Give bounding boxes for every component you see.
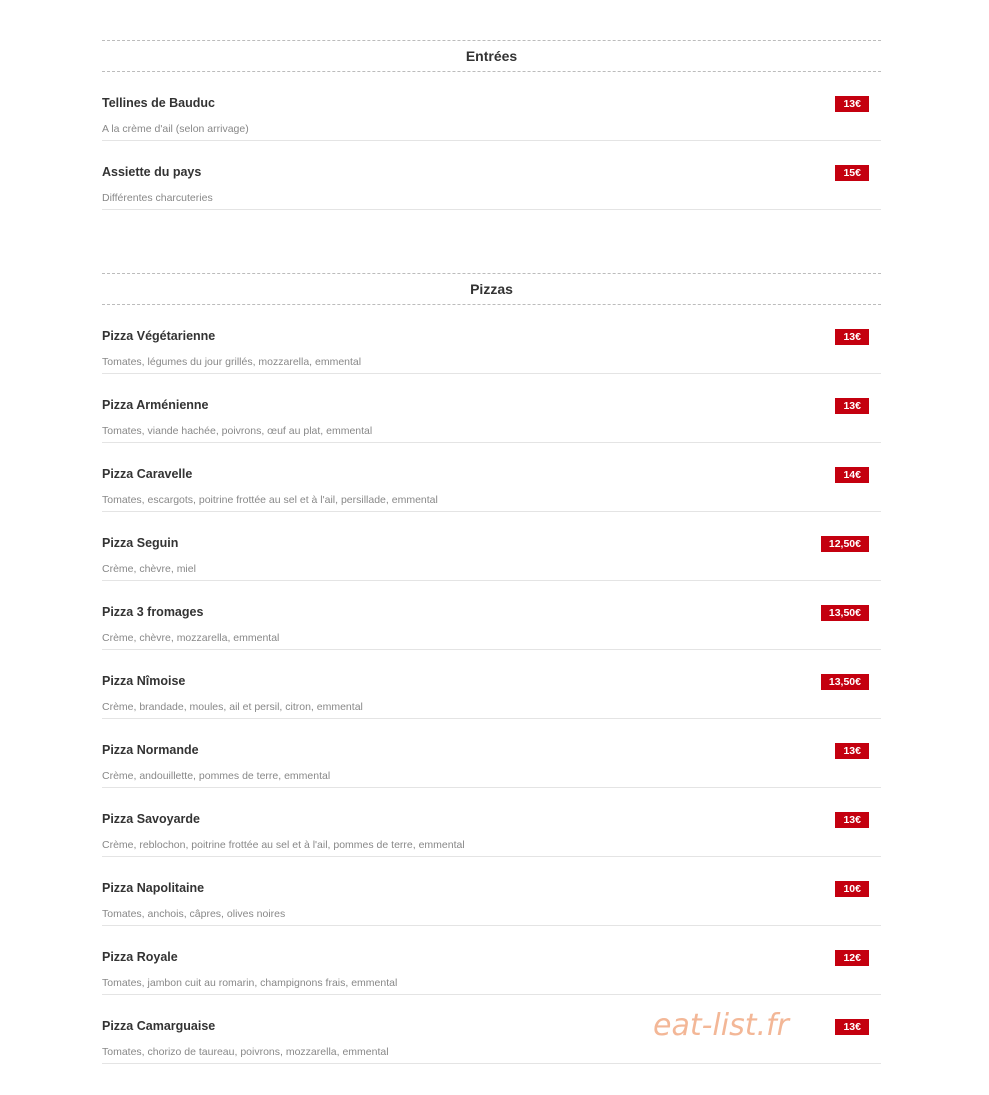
item-name: Pizza Normande: [102, 743, 199, 757]
menu-item: [102, 926, 881, 995]
section-pizzas: [102, 273, 881, 1064]
price-badge: 12,50€: [821, 536, 869, 552]
watermark-text: eat-list.fr: [653, 1008, 789, 1043]
item-description: Crème, reblochon, poitrine frottée au sel et à l'ail, pommes de terre, emmental: [102, 839, 465, 851]
price-badge: 13€: [835, 812, 869, 828]
price-badge: 14€: [835, 467, 869, 483]
item-description: Tomates, viande hachée, poivrons, œuf au plat, emmental: [102, 425, 373, 437]
section-title: Pizzas: [102, 273, 881, 305]
price-badge: 13€: [835, 329, 869, 345]
item-description: Crème, chèvre, miel: [102, 563, 196, 575]
price-badge: 13€: [835, 96, 869, 112]
price-badge: 13€: [835, 743, 869, 759]
menu-item: [102, 650, 881, 719]
menu-item: [102, 857, 881, 926]
item-description: A la crème d'ail (selon arrivage): [102, 123, 249, 135]
item-name: Pizza Arménienne: [102, 398, 209, 412]
section-entrees: [102, 40, 881, 210]
item-description: Tomates, légumes du jour grillés, mozzarella, emmental: [102, 356, 362, 368]
menu-item: [102, 788, 881, 857]
menu-item: [102, 719, 881, 788]
item-description: Crème, andouillette, pommes de terre, emmental: [102, 770, 331, 782]
item-name: Pizza Végétarienne: [102, 329, 216, 343]
item-name: Assiette du pays: [102, 165, 202, 179]
menu-item: [102, 443, 881, 512]
item-name: Pizza 3 fromages: [102, 605, 204, 619]
price-badge: 13,50€: [821, 674, 869, 690]
menu-item: [102, 581, 881, 650]
item-description: Différentes charcuteries: [102, 192, 213, 204]
price-badge: 13€: [835, 1019, 869, 1035]
menu-item: [102, 512, 881, 581]
price-badge: 13,50€: [821, 605, 869, 621]
item-description: Tomates, chorizo de taureau, poivrons, mozzarella, emmental: [102, 1046, 389, 1058]
item-name: Pizza Nîmoise: [102, 674, 186, 688]
price-badge: 10€: [835, 881, 869, 897]
item-description: Tomates, anchois, câpres, olives noires: [102, 908, 286, 920]
price-badge: 12€: [835, 950, 869, 966]
item-name: Pizza Napolitaine: [102, 881, 205, 895]
price-badge: 13€: [835, 398, 869, 414]
price-badge: 15€: [835, 165, 869, 181]
section-title: Entrées: [102, 40, 881, 72]
item-description: Crème, brandade, moules, ail et persil, citron, emmental: [102, 701, 363, 713]
item-name: Pizza Savoyarde: [102, 812, 200, 826]
item-name: Pizza Caravelle: [102, 467, 193, 481]
menu-item: [102, 305, 881, 374]
item-description: Tomates, jambon cuit au romarin, champignons frais, emmental: [102, 977, 398, 989]
item-name: Tellines de Bauduc: [102, 96, 215, 110]
menu-item: [102, 141, 881, 210]
item-name: Pizza Royale: [102, 950, 178, 964]
menu-item: [102, 374, 881, 443]
item-name: Pizza Camarguaise: [102, 1019, 216, 1033]
item-description: Tomates, escargots, poitrine frottée au sel et à l'ail, persillade, emmental: [102, 494, 438, 506]
item-name: Pizza Seguin: [102, 536, 179, 550]
item-description: Crème, chèvre, mozzarella, emmental: [102, 632, 280, 644]
menu-item: [102, 72, 881, 141]
